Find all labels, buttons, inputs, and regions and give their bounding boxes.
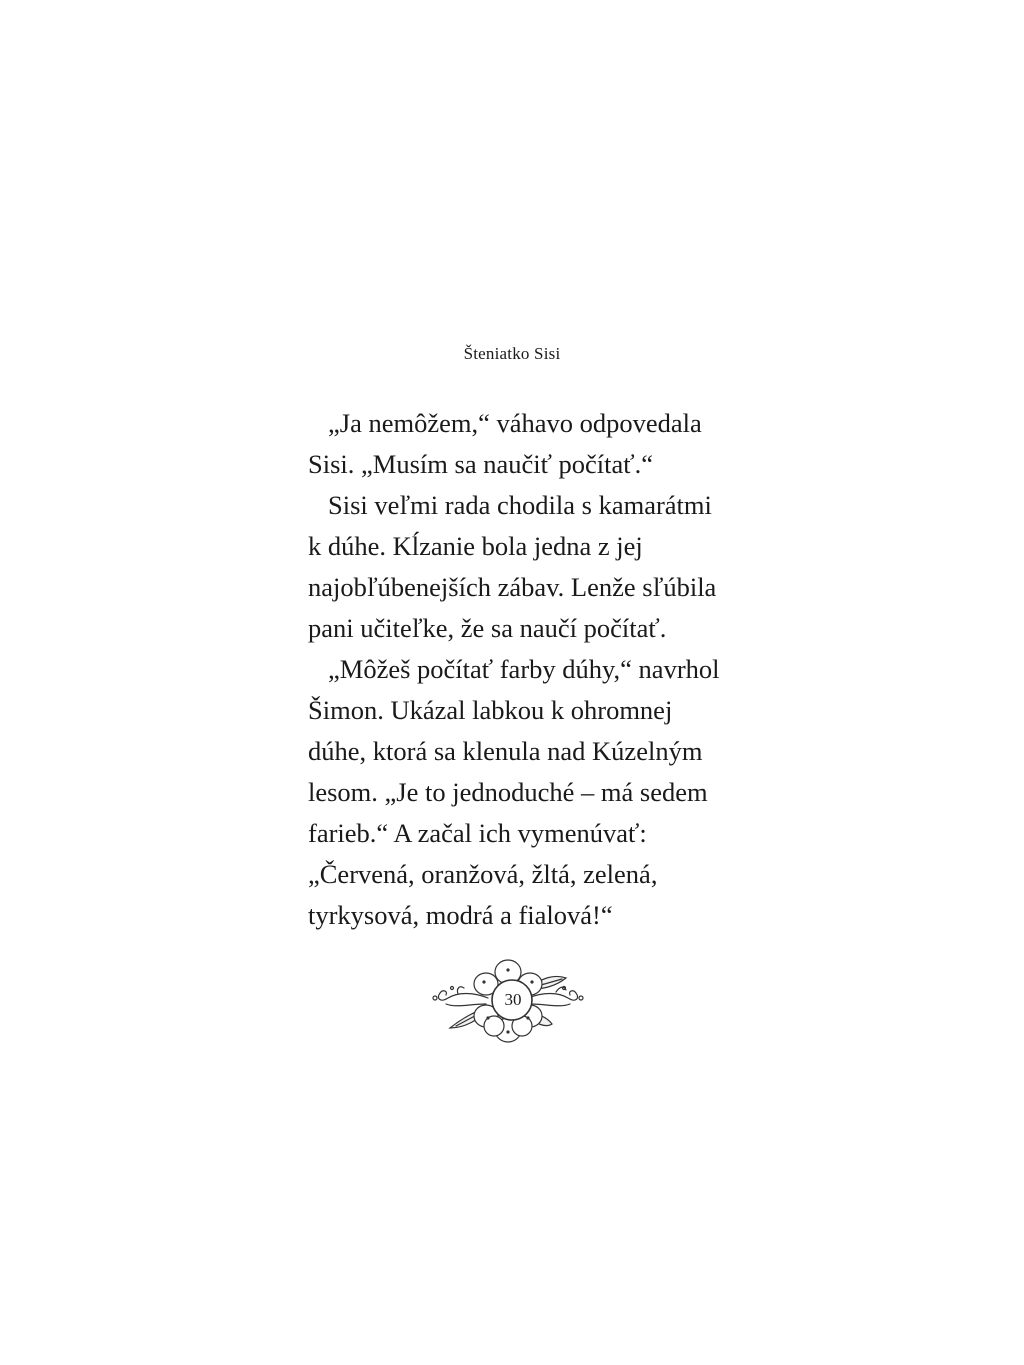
text-line: dúhe, ktorá sa klenula nad Kúzelným — [308, 736, 703, 766]
text-line: k dúhe. Kĺzanie bola jedna z jej — [308, 531, 643, 561]
text-line: najobľúbenejších zábav. Lenže sľúbila — [308, 572, 717, 602]
text-line: „Môžeš počítať farby dúhy,“ navrhol — [328, 654, 720, 684]
text-line: tyrkysová, modrá a fialová!“ — [308, 900, 613, 930]
text-line: Sisi veľmi rada chodila s kamarátmi — [328, 490, 712, 520]
text-line: Šimon. Ukázal labkou k ohromnej — [308, 695, 673, 725]
text-line: pani učiteľke, že sa naučí počítať. — [308, 613, 667, 643]
text-line: „Ja nemôžem,“ váhavo odpovedala — [328, 408, 702, 438]
page-number-ornament — [428, 958, 588, 1046]
body-text — [308, 403, 720, 936]
text-line: Sisi. „Musím sa naučiť počítať.“ — [308, 449, 654, 479]
text-line: farieb.“ A začal ich vymenúvať: — [308, 818, 647, 848]
running-head: Šteniatko Sisi — [463, 344, 561, 363]
text-line: lesom. „Je to jednoduché – má sedem — [308, 777, 708, 807]
text-line: „Červená, oranžová, žltá, zelená, — [308, 859, 658, 889]
page-number: 30 — [504, 990, 522, 1009]
